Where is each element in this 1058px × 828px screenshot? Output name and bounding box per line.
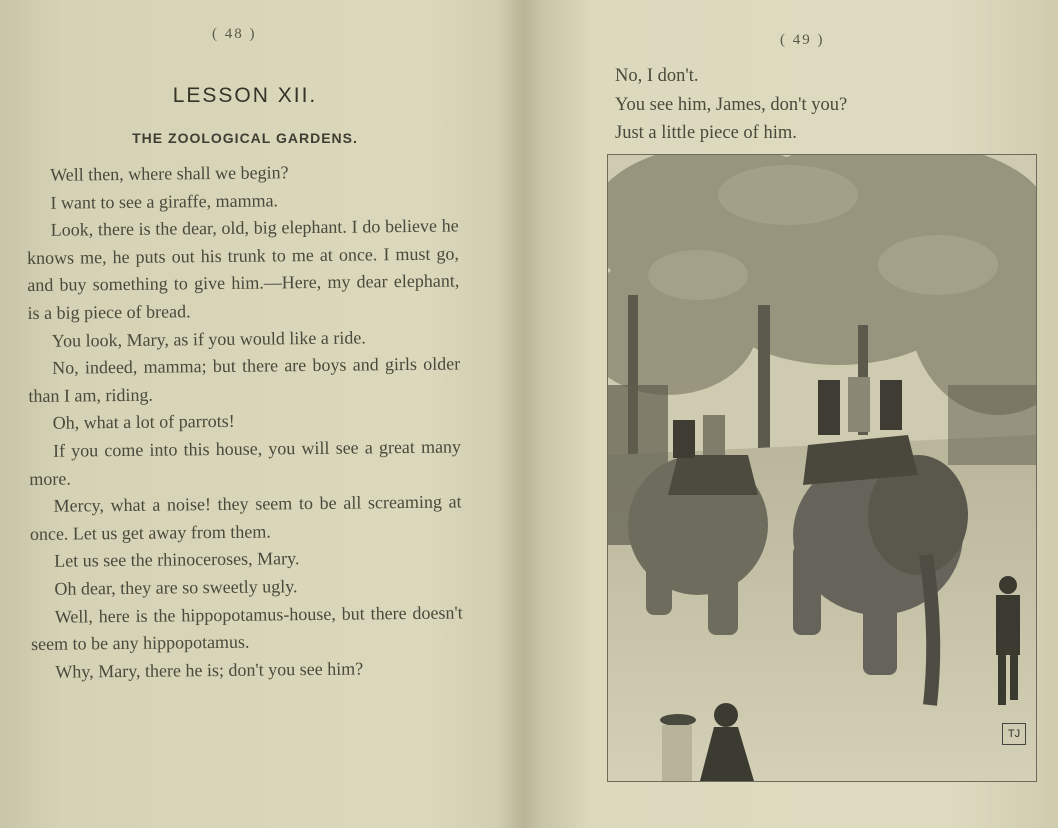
paragraph: If you come into this house, you will see a great many more. bbox=[29, 436, 462, 489]
right-page bbox=[505, 0, 1058, 828]
lesson-title: LESSON XII. bbox=[172, 84, 318, 107]
illustration-drawing bbox=[608, 155, 1036, 781]
lesson-subtitle: THE ZOOLOGICAL GARDENS. bbox=[132, 130, 358, 146]
page-number-right: ( 49 ) bbox=[780, 32, 825, 48]
dialogue-line: Just a little piece of him. bbox=[615, 123, 797, 143]
dialogue-line: You see him, James, don't you? bbox=[615, 94, 848, 115]
paragraph: Well, here is the hippopotamus-house, but there doesn't seem to be any hippopotamus. bbox=[30, 601, 463, 655]
dialogue-line: No, I don't. bbox=[615, 66, 699, 86]
elephant-ride-illustration bbox=[607, 154, 1037, 782]
left-page bbox=[0, 0, 505, 828]
paragraph: You look, Mary, as if you would like a ride. bbox=[51, 327, 366, 351]
paragraph: Why, Mary, there he is; don't you see him? bbox=[55, 658, 364, 682]
artist-monogram: TJ bbox=[1002, 723, 1026, 745]
paragraph: Let us see the rhinoceroses, Mary. bbox=[54, 548, 300, 572]
dialogue-lines bbox=[615, 62, 847, 148]
page-number-left: ( 48 ) bbox=[212, 26, 257, 42]
paragraph: Mercy, what a noise! they seem to be all screaming at once. Let us get away from them. bbox=[29, 491, 462, 544]
paragraph: Oh dear, they are so sweetly ugly. bbox=[54, 576, 298, 599]
paragraph: I want to see a giraffe, mamma. bbox=[50, 189, 279, 213]
paragraph: No, indeed, mamma; but there are boys and girls older than I am, riding. bbox=[28, 353, 461, 406]
paragraph: Well then, where shall we begin? bbox=[50, 162, 289, 185]
lesson-text bbox=[26, 157, 463, 686]
paragraph: Look, there is the dear, old, big elephant. I do believe he knows me, he puts out his trunk to me at once. I must go, and buy something to give him.—Here, my dear elephant, is a big piece of bread. bbox=[26, 215, 460, 323]
paragraph: Oh, what a lot of parrots! bbox=[52, 411, 235, 434]
